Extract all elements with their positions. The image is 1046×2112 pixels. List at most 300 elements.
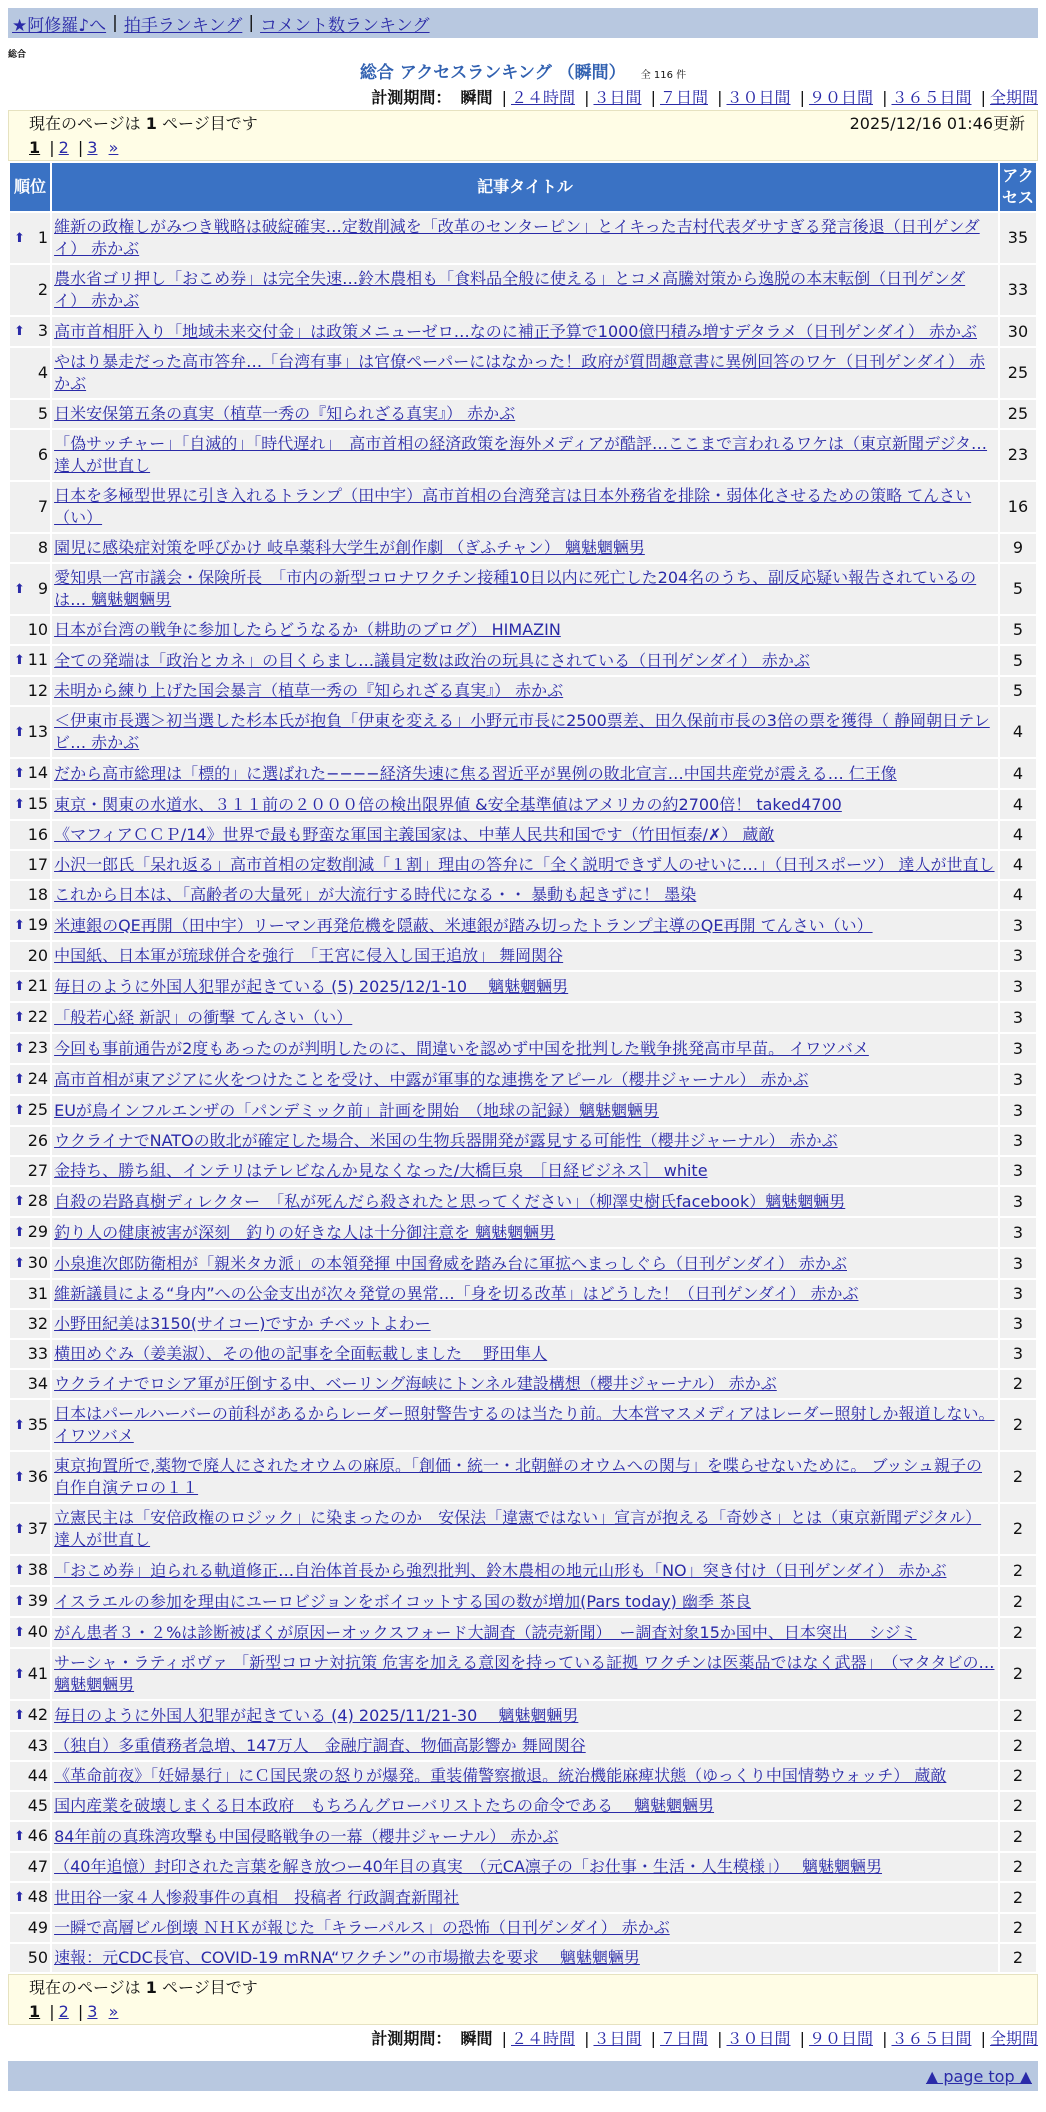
table-row <box>10 1400 1036 1450</box>
rank-up-arrow-icon: ⬆ <box>14 1469 25 1485</box>
table-row <box>10 1914 1036 1942</box>
top-nav-bar <box>8 8 1038 38</box>
rank-up-arrow-icon: ⬆ <box>14 1256 25 1271</box>
rank-cell <box>10 707 50 757</box>
rank-up-arrow-icon: ⬆ <box>14 581 25 597</box>
period-link-7d[interactable]: ７日間 <box>659 2029 708 2048</box>
rank-number: 2 <box>37 280 49 299</box>
rank-cell <box>10 759 50 788</box>
table-row <box>10 1218 1036 1247</box>
total-count: 全 116 件 <box>640 70 687 81</box>
pager-top: 現在のページは 1 ページ目です 2025/12/16 01:46更新 1 | 2 | 3 » <box>8 110 1038 161</box>
title-cell <box>52 1340 998 1368</box>
table-row <box>10 1065 1036 1094</box>
table-row <box>10 1249 1036 1278</box>
title-cell <box>52 430 998 480</box>
article-link[interactable]: 日本はパールハーバーの前科があるからレーダー照射警告するのは当たり前。大本営マスメディアはレーダー照射しか報道しない。 イワツバメ <box>54 1404 995 1445</box>
article-link[interactable]: 日本が台湾の戦争に参加したらどうなるか（耕助のブログ） HIMAZIN <box>54 620 561 639</box>
rank-number: 24 <box>27 1069 49 1088</box>
rank-cell <box>10 1127 50 1155</box>
rank-number: 27 <box>27 1161 49 1180</box>
period-link-365d[interactable]: ３６５日間 <box>891 88 972 107</box>
title-cell <box>52 1504 998 1554</box>
access-count: 25 <box>1000 400 1036 428</box>
access-count: 4 <box>1000 790 1036 819</box>
period-link-30d[interactable]: ３０日間 <box>726 88 791 107</box>
article-link[interactable]: 横田めぐみ（姜美淑）、その他の記事を全面転載しました 野田隼人 <box>54 1344 548 1363</box>
rank-number: 48 <box>27 1887 49 1906</box>
rank-cell <box>10 1822 50 1851</box>
access-count: 3 <box>1000 1340 1036 1368</box>
rank-up-arrow-icon: ⬆ <box>14 1594 25 1609</box>
table-row <box>10 1127 1036 1155</box>
article-link[interactable]: 未明から練り上げた国会暴言（植草一秀の『知られざる真実』） 赤かぶ <box>54 681 564 700</box>
rank-cell <box>10 1280 50 1308</box>
title-cell <box>52 1310 998 1338</box>
table-header-row <box>10 163 1036 211</box>
rank-number: 22 <box>27 1007 49 1026</box>
title-cell <box>52 348 998 398</box>
rank-cell <box>10 482 50 532</box>
bottom-bar <box>8 2061 1038 2091</box>
rank-number: 30 <box>27 1253 49 1272</box>
rank-up-arrow-icon: ⬆ <box>14 1666 25 1682</box>
rank-number: 41 <box>27 1663 49 1683</box>
nav-link-applause-ranking[interactable]: 拍手ランキング <box>123 15 243 36</box>
rank-number: 3 <box>37 321 49 340</box>
title-cell <box>52 1034 998 1063</box>
access-count: 3 <box>1000 1034 1036 1063</box>
table-row <box>10 430 1036 480</box>
table-row <box>10 1187 1036 1216</box>
table-row <box>10 759 1036 788</box>
rank-up-arrow-icon: ⬆ <box>14 1417 25 1433</box>
article-link[interactable]: 毎日のように外国人犯罪が起きている (4) 2025/11/21-30 魑魅魍魎男 <box>54 1705 579 1725</box>
period-link-all[interactable]: 全期間 <box>989 88 1038 107</box>
title-cell <box>52 821 998 849</box>
title-cell <box>52 1853 998 1881</box>
rank-number: 38 <box>27 1560 49 1579</box>
page-current: 1 <box>29 138 41 157</box>
page-current: 1 <box>29 2002 41 2021</box>
rank-number: 44 <box>27 1766 49 1785</box>
table-row <box>10 707 1036 757</box>
title-cell <box>52 1883 998 1912</box>
rank-cell <box>10 1853 50 1881</box>
rank-cell <box>10 942 50 970</box>
nav-link-asyura-home[interactable]: ★阿修羅♪へ <box>12 15 107 36</box>
title-cell <box>52 1280 998 1308</box>
title-cell <box>52 1944 998 1972</box>
rank-cell <box>10 1034 50 1063</box>
title-cell <box>52 482 998 532</box>
title-cell <box>52 1701 998 1730</box>
page-link-2[interactable]: 2 <box>58 138 69 157</box>
access-count: 33 <box>1000 265 1036 315</box>
table-row <box>10 482 1036 532</box>
rank-cell <box>10 1914 50 1942</box>
table-row <box>10 400 1036 428</box>
article-link[interactable]: 立憲民主は「安倍政権のロジック」に染まったのか 安保法「違憲ではない」宣言が抱える「奇妙さ」とは（東京新聞デジタル） 達人が世直し <box>54 1508 982 1549</box>
rank-up-arrow-icon: ⬆ <box>14 1625 25 1640</box>
title-cell <box>52 1003 998 1032</box>
access-count: 35 <box>1000 213 1036 263</box>
article-link[interactable]: サーシャ・ラティポヴァ 「新型コロナ対抗策 危害を加える意図を持っている証拠 ワクチンは医薬品ではなく武器」 （マタタビの… 魑魅魍魎男 <box>54 1653 995 1694</box>
rank-number: 11 <box>27 650 49 669</box>
rank-number: 20 <box>27 946 49 965</box>
access-count: 3 <box>1000 1003 1036 1032</box>
title-cell <box>52 646 998 675</box>
article-link[interactable]: 維新の政権しがみつき戦略は破綻確実…定数削減を「改革のセンターピン」とイキった吉村代表ダサすぎる発言後退（日刊ゲンダイ） 赤かぶ <box>54 217 980 258</box>
article-link[interactable]: 小野田紀美は3150(サイコー)ですか チベットよわー <box>54 1314 431 1333</box>
access-count: 2 <box>1000 1944 1036 1972</box>
rank-number: 35 <box>27 1414 49 1434</box>
table-row <box>10 265 1036 315</box>
table-row <box>10 1732 1036 1760</box>
title-cell <box>52 1249 998 1278</box>
rank-number: 31 <box>27 1284 49 1303</box>
nav-link-comment-ranking[interactable]: コメント数ランキング <box>260 15 430 36</box>
table-row <box>10 534 1036 562</box>
article-link[interactable]: これから日本は、「高齢者の大量死」が大流行する時代になる・・ 暴動も起きずに！ 墨染 <box>54 885 697 904</box>
page-next-link[interactable]: » <box>108 2002 119 2021</box>
table-row <box>10 1792 1036 1820</box>
title-cell <box>52 911 998 940</box>
article-link[interactable]: 全ての発端は「政治とカネ」の目くらまし…議員定数は政治の玩具にされている（日刊ゲンダイ） 赤かぶ <box>54 650 810 670</box>
rank-up-arrow-icon: ⬆ <box>14 1072 25 1087</box>
title-cell <box>52 1914 998 1942</box>
access-count: 3 <box>1000 1127 1036 1155</box>
table-row <box>10 821 1036 849</box>
access-count: 4 <box>1000 881 1036 909</box>
rank-cell <box>10 348 50 398</box>
rank-cell <box>10 1762 50 1790</box>
access-count: 2 <box>1000 1701 1036 1730</box>
rank-number: 34 <box>27 1374 49 1393</box>
article-link[interactable]: 自殺の岩路真樹ディレクター 「私が死んだら殺されたと思ってください」（柳澤史樹氏facebook）魑魅魍魎男 <box>54 1191 846 1211</box>
access-count: 3 <box>1000 1249 1036 1278</box>
rank-cell <box>10 1157 50 1185</box>
article-link[interactable]: EUが鳥インフルエンザの「パンデミック前」計画を開始 （地球の記録）魑魅魍魎男 <box>54 1100 659 1120</box>
col-header-count: アクセス <box>1000 163 1036 211</box>
table-row <box>10 972 1036 1001</box>
title-cell <box>52 790 998 819</box>
article-link[interactable]: 高市首相肝入り「地域未来交付金」は政策メニューゼロ…なのに補正予算で1000億円積み増すデタラメ（日刊ゲンダイ） 赤かぶ <box>54 321 978 341</box>
article-link[interactable]: ウクライナでNATOの敗北が確定した場合、米国の生物兵器開発が露見する可能性（櫻井ジャーナル） 赤かぶ <box>54 1131 838 1150</box>
title-cell <box>52 1556 998 1585</box>
article-link[interactable]: ＜伊東市長選＞初当選した杉本氏が抱負「伊東を変える」小野元市長に2500票差、田久保前市長の3倍の票を獲得（ 静岡朝日テレビ… 赤かぶ <box>54 711 990 752</box>
rank-up-arrow-icon: ⬆ <box>14 653 25 668</box>
table-row <box>10 1096 1036 1125</box>
rank-cell <box>10 616 50 644</box>
article-link[interactable]: 金持ち、勝ち組、インテリはテレビなんか見なくなった/大橋巨泉 ［日経ビジネス］ white <box>54 1161 708 1180</box>
page-next-link[interactable]: » <box>108 138 119 157</box>
period-link-all[interactable]: 全期間 <box>989 2029 1038 2048</box>
article-link[interactable]: 小沢一郎氏「呆れ返る」高市首相の定数削減「１割」理由の答弁に「全く説明できず人のせいに…」（日刊スポーツ） 達人が世直し <box>54 855 995 874</box>
rank-cell <box>10 1218 50 1247</box>
rank-up-arrow-icon: ⬆ <box>14 1563 25 1578</box>
article-link[interactable]: （40年追憶）封印された言葉を解き放つー40年目の真実 （元CA凛子の「お仕事・生活・人生模様」） 魑魅魍魎男 <box>54 1857 883 1876</box>
article-link[interactable]: 東京・関東の水道水、３１１前の２０００倍の検出限界値 &安全基準値はアメリカの約2700倍！ taked4700 <box>54 794 842 814</box>
title-cell <box>52 677 998 705</box>
table-row <box>10 1587 1036 1616</box>
rank-cell <box>10 400 50 428</box>
access-count: 23 <box>1000 430 1036 480</box>
access-count: 4 <box>1000 707 1036 757</box>
article-link[interactable]: 毎日のように外国人犯罪が起きている (5) 2025/12/1-10 魑魅魍魎男 <box>54 976 569 996</box>
article-link[interactable]: 84年前の真珠湾攻撃も中国侵略戦争の一幕（櫻井ジャーナル） 赤かぶ <box>54 1826 559 1846</box>
title-cell <box>52 1370 998 1398</box>
rank-cell <box>10 790 50 819</box>
rank-cell <box>10 534 50 562</box>
rank-number: 8 <box>37 538 49 557</box>
table-row <box>10 616 1036 644</box>
article-link[interactable]: 中国紙、日本軍が琉球併合を強行 「王宮に侵入し国王追放」 舞岡関谷 <box>54 946 564 965</box>
article-link[interactable]: 世田谷一家４人惨殺事件の真相 投稿者 行政調査新聞社 <box>54 1887 460 1907</box>
rank-up-arrow-icon: ⬆ <box>14 1829 25 1844</box>
article-link[interactable]: 国内産業を破壊しまくる日本政府 もちろんグローバリストたちの命令である 魑魅魍魎男 <box>54 1796 715 1815</box>
rank-cell <box>10 1310 50 1338</box>
rank-cell <box>10 677 50 705</box>
rank-number: 43 <box>27 1736 49 1755</box>
table-row <box>10 1034 1036 1063</box>
article-link[interactable]: 「おこめ券」迫られる軌道修正…自治体首長から強烈批判、鈴木農相の地元山形も「NO」突き付け（日刊ゲンダイ） 赤かぶ <box>54 1560 947 1580</box>
access-count: 2 <box>1000 1853 1036 1881</box>
access-count: 2 <box>1000 1883 1036 1912</box>
rank-number: 42 <box>27 1705 49 1724</box>
period-selector-top: 計測期間： 瞬間 | ２４時間 | ３日間 | ７日間 | ３０日間 | ９０日間 | ３６５日間 | 全期間 <box>371 88 1038 107</box>
period-link-30d[interactable]: ３０日間 <box>726 2029 791 2048</box>
title-cell <box>52 1587 998 1616</box>
article-link[interactable]: やはり暴走だった高市答弁…「台湾有事」は官僚ペーパーにはなかった！政府が質問趣意書に異例回答のワケ（日刊ゲンダイ） 赤かぶ <box>54 352 986 393</box>
title-cell <box>52 1157 998 1185</box>
rank-number: 25 <box>27 1100 49 1119</box>
article-link[interactable]: 園児に感染症対策を呼びかけ 岐阜薬科大学生が創作劇 （ぎふチャン） 魑魅魍魎男 <box>54 538 645 557</box>
page-status: 現在のページは 1 ページ目です <box>29 114 258 133</box>
article-link[interactable]: 米連銀のQE再開（田中宇）リーマン再発危機を隠蔽、米連銀が踏み切ったトランプ主導のQE再開 てんさい（い） <box>54 915 873 935</box>
article-link[interactable]: 東京拘置所で,薬物で廃人にされたオウムの麻原。「創価・統一・北朝鮮のオウムへの関与」を喋らせないために。 ブッシュ親子の自作自演テロの１１ <box>54 1456 983 1497</box>
rank-cell <box>10 1587 50 1616</box>
access-count: 2 <box>1000 1792 1036 1820</box>
access-count: 4 <box>1000 851 1036 879</box>
rank-up-arrow-icon: ⬆ <box>14 1103 25 1118</box>
table-row <box>10 1822 1036 1851</box>
period-link-24h[interactable]: ２４時間 <box>510 2029 575 2048</box>
rank-up-arrow-icon: ⬆ <box>14 1521 25 1537</box>
access-count: 2 <box>1000 1649 1036 1699</box>
access-count: 2 <box>1000 1914 1036 1942</box>
rank-cell <box>10 1792 50 1820</box>
table-row <box>10 1701 1036 1730</box>
access-count: 2 <box>1000 1556 1036 1585</box>
access-count: 2 <box>1000 1370 1036 1398</box>
article-link[interactable]: イスラエルの参加を理由にユーロビジョンをボイコットする国の数が増加(Pars today) 幽季 茶良 <box>54 1591 752 1611</box>
access-count: 9 <box>1000 534 1036 562</box>
period-current: 瞬間 <box>460 88 493 107</box>
title-cell <box>52 1822 998 1851</box>
rank-number: 37 <box>27 1518 49 1538</box>
period-selector-bottom: 計測期間： 瞬間 | ２４時間 | ３日間 | ７日間 | ３０日間 | ９０日間 | ３６５日間 | 全期間 <box>371 2029 1038 2048</box>
title-cell <box>52 564 998 614</box>
rank-cell <box>10 213 50 263</box>
article-link[interactable]: 日本を多極型世界に引き入れるトランプ（田中宇）高市首相の台湾発言は日本外務省を排除・弱体化させるための策略 てんさい（い） <box>54 486 972 527</box>
table-row <box>10 677 1036 705</box>
rank-up-arrow-icon: ⬆ <box>14 1890 25 1905</box>
period-link-3d[interactable]: ３日間 <box>593 88 642 107</box>
rank-up-arrow-icon: ⬆ <box>14 1194 25 1209</box>
article-link[interactable]: 《マフィアＣＣＰ/14》世界で最も野蛮な軍国主義国家は、中華人民共和国です（竹田恒泰/✗） 蔵敵 <box>54 825 775 844</box>
access-count: 3 <box>1000 1280 1036 1308</box>
table-row <box>10 1370 1036 1398</box>
access-count: 2 <box>1000 1762 1036 1790</box>
ranking-table <box>8 161 1038 1974</box>
nav-separator: | <box>112 13 118 33</box>
page-link-3[interactable]: 3 <box>87 138 98 157</box>
rank-number: 13 <box>27 721 49 741</box>
article-link[interactable]: 高市首相が東アジアに火をつけたことを受け、中露が軍事的な連携をアピール（櫻井ジャーナル） 赤かぶ <box>54 1069 809 1089</box>
page-top-link[interactable]: ▲ page top ▲ <box>925 2066 1032 2086</box>
rank-number: 46 <box>27 1826 49 1845</box>
rank-up-arrow-icon: ⬆ <box>14 979 25 994</box>
rank-cell <box>10 1883 50 1912</box>
title-cell <box>52 1187 998 1216</box>
rank-up-arrow-icon: ⬆ <box>14 1041 25 1056</box>
article-link[interactable]: ウクライナでロシア軍が圧倒する中、ベーリング海峡にトンネル建設構想（櫻井ジャーナル） 赤かぶ <box>54 1374 777 1393</box>
rank-cell <box>10 881 50 909</box>
article-link[interactable]: 速報：元CDC長官、COVID-19 mRNA“ワクチン”の市場撤去を要求 魑魅魍魎男 <box>54 1948 640 1967</box>
article-link[interactable]: 「般若心経 新訳」の衝撃 てんさい（い） <box>54 1007 353 1027</box>
table-row <box>10 1504 1036 1554</box>
rank-number: 21 <box>27 976 49 995</box>
rank-cell <box>10 265 50 315</box>
table-row <box>10 213 1036 263</box>
ranking-table-body <box>10 213 1036 1972</box>
rank-number: 18 <box>27 885 49 904</box>
rank-number: 17 <box>27 855 49 874</box>
pager-bottom: 現在のページは 1 ページ目です 1 | 2 | 3 » <box>8 1974 1038 2025</box>
article-link[interactable]: 一瞬で高層ビル倒壊 ＮＨＫが報じた「キラーパルス」の恐怖（日刊ゲンダイ） 赤かぶ <box>54 1918 670 1937</box>
period-link-7d[interactable]: ７日間 <box>659 88 708 107</box>
rank-number: 36 <box>27 1466 49 1486</box>
article-link[interactable]: 「偽サッチャー」「自滅的」「時代遅れ」 高市首相の経済政策を海外メディアが酷評…ここまで言われるワケは（東京新聞デジタ… 達人が世直し <box>54 434 988 475</box>
access-count: 2 <box>1000 1822 1036 1851</box>
page-title-row <box>0 60 1046 86</box>
rank-number: 10 <box>27 620 49 639</box>
rank-cell <box>10 1556 50 1585</box>
access-count: 3 <box>1000 1065 1036 1094</box>
period-link-90d[interactable]: ９０日間 <box>808 88 873 107</box>
rank-cell <box>10 430 50 480</box>
article-link[interactable]: 今回も事前通告が2度もあったのが判明したのに、間違いを認めず中国を批判した戦争挑発高市早苗。 イワツバメ <box>54 1038 869 1058</box>
title-cell <box>52 1096 998 1125</box>
table-row <box>10 1280 1036 1308</box>
title-cell <box>52 1762 998 1790</box>
access-count: 2 <box>1000 1587 1036 1616</box>
rank-up-arrow-icon: ⬆ <box>14 766 25 781</box>
rank-number: 9 <box>37 578 49 598</box>
rank-cell <box>10 646 50 675</box>
article-link[interactable]: 日米安保第五条の真実（植草一秀の『知られざる真実』） 赤かぶ <box>54 404 516 423</box>
rank-number: 15 <box>27 794 49 813</box>
rank-number: 6 <box>37 445 49 464</box>
title-cell <box>52 1649 998 1699</box>
table-row <box>10 942 1036 970</box>
rank-cell <box>10 821 50 849</box>
rank-number: 23 <box>27 1038 49 1057</box>
col-header-rank: 順位 <box>10 163 50 211</box>
rank-up-arrow-icon: ⬆ <box>14 918 25 933</box>
col-header-title: 記事タイトル <box>52 163 998 211</box>
article-link[interactable]: がん患者３・２%は診断被ばくが原因ーオックスフォード大調査（読売新聞） ー調査対象15か国中、日本突出 シジミ <box>54 1622 917 1642</box>
access-count: 3 <box>1000 1096 1036 1125</box>
rank-cell <box>10 1003 50 1032</box>
rank-number: 16 <box>27 825 49 844</box>
rank-number: 12 <box>27 681 49 700</box>
rank-number: 29 <box>27 1222 49 1241</box>
page-link-2[interactable]: 2 <box>58 2002 69 2021</box>
page-link-3[interactable]: 3 <box>87 2002 98 2021</box>
table-row <box>10 1556 1036 1585</box>
access-count: 25 <box>1000 348 1036 398</box>
article-link[interactable]: 《革命前夜》「妊婦暴行」にＣ国民衆の怒りが爆発。重装備警察撤退。統治機能麻痺状態（ゆっくり中国情勢ウォッチ） 蔵敵 <box>54 1766 947 1785</box>
title-cell <box>52 1792 998 1820</box>
access-count: 5 <box>1000 564 1036 614</box>
title-cell <box>52 1218 998 1247</box>
article-link[interactable]: だから高市総理は「標的」に選ばれた−−−−経済失速に焦る習近平が異例の敗北宣言…中国共産党が震える… 仁王像 <box>54 763 897 783</box>
article-link[interactable]: 釣り人の健康被害が深刻 釣りの好きな人は十分御注意を 魑魅魍魎男 <box>54 1222 556 1242</box>
table-row <box>10 1618 1036 1647</box>
article-link[interactable]: （独自）多重債務者急増、147万人 金融庁調査、物価高影響か 舞岡関谷 <box>54 1736 586 1755</box>
access-count: 3 <box>1000 1310 1036 1338</box>
title-cell <box>52 1127 998 1155</box>
table-row <box>10 1452 1036 1502</box>
rank-number: 19 <box>27 915 49 934</box>
rank-up-arrow-icon: ⬆ <box>14 1225 25 1240</box>
rank-number: 7 <box>37 497 49 516</box>
article-link[interactable]: 愛知県一宮市議会・保険所長 「市内の新型コロナワクチン接種10日以内に死亡した204名のうち、副反応疑い報告されているのは… 魑魅魍魎男 <box>54 568 977 609</box>
table-row <box>10 911 1036 940</box>
table-row <box>10 317 1036 346</box>
rank-cell <box>10 1400 50 1450</box>
table-row <box>10 348 1036 398</box>
period-link-365d[interactable]: ３６５日間 <box>891 2029 972 2048</box>
title-cell <box>52 851 998 879</box>
title-cell <box>52 534 998 562</box>
title-cell <box>52 1400 998 1450</box>
rank-cell <box>10 1944 50 1972</box>
rank-number: 1 <box>37 227 49 247</box>
title-cell <box>52 881 998 909</box>
title-cell <box>52 1618 998 1647</box>
period-link-24h[interactable]: ２４時間 <box>510 88 575 107</box>
rank-number: 50 <box>27 1948 49 1967</box>
period-link-90d[interactable]: ９０日間 <box>808 2029 873 2048</box>
period-link-3d[interactable]: ３日間 <box>593 2029 642 2048</box>
rank-cell <box>10 1618 50 1647</box>
title-cell <box>52 759 998 788</box>
updated-time: 2025/12/16 01:46更新 <box>849 114 1025 133</box>
title-cell <box>52 707 998 757</box>
article-link[interactable]: 農水省ゴリ押し「おこめ券」は完全失速…鈴木農相も「食料品全般に使える」とコメ高騰対策から逸脱の本末転倒（日刊ゲンダイ） 赤かぶ <box>54 269 966 310</box>
rank-cell <box>10 911 50 940</box>
access-count: 3 <box>1000 911 1036 940</box>
article-link[interactable]: 小泉進次郎防衛相が「親米タカ派」の本領発揮 中国脅威を踏み台に軍拡へまっしぐら（日刊ゲンダイ） 赤かぶ <box>54 1253 847 1273</box>
article-link[interactable]: 維新議員による“身内”への公金支出が次々発覚の異常…「身を切る改革」はどうした！（日刊ゲンダイ） 赤かぶ <box>54 1284 859 1303</box>
access-count: 2 <box>1000 1732 1036 1760</box>
access-count: 16 <box>1000 482 1036 532</box>
access-count: 5 <box>1000 646 1036 675</box>
table-row <box>10 1944 1036 1972</box>
